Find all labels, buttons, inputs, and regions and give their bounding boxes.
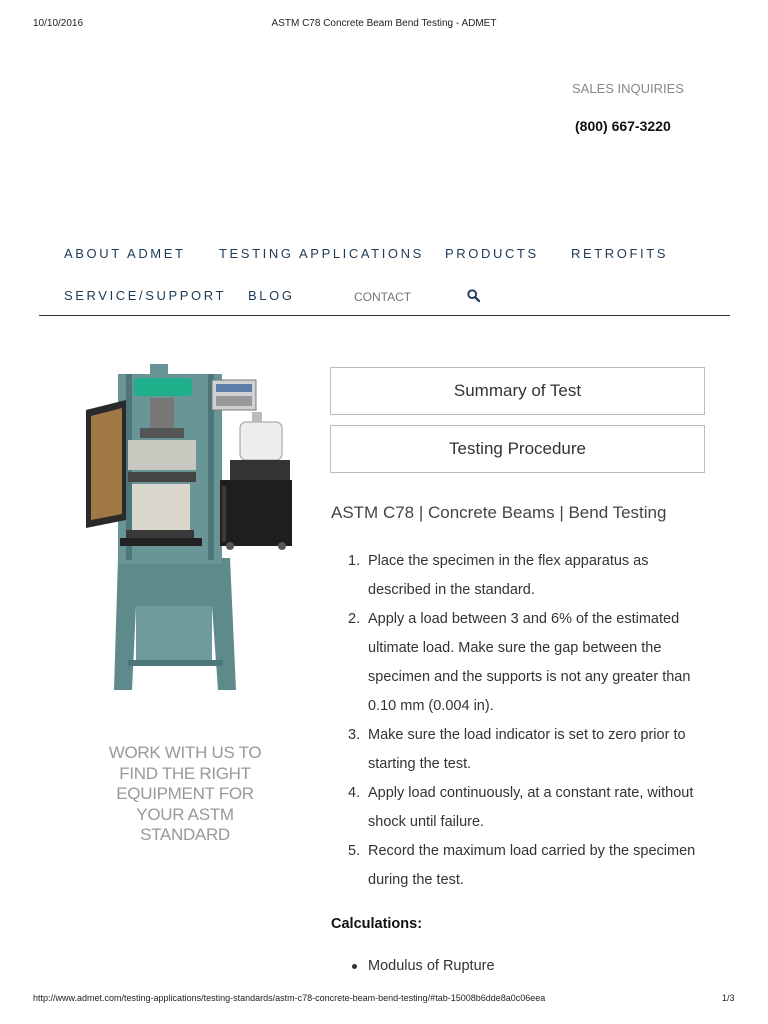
sales-inquiries-label: SALES INQUIRIES: [572, 81, 684, 96]
tab-testing-procedure[interactable]: Testing Procedure: [330, 425, 705, 473]
step-text: Apply a load between 3 and 6% of the estimated ultimate load. Make sure the gap between the specimen and the supports is not any greater than 0.10 mm (0.004 in).: [368, 611, 691, 714]
step-number: 3.: [348, 727, 361, 743]
sales-phone-link[interactable]: (800) 667-3220: [575, 118, 671, 134]
nav-about[interactable]: ABOUT ADMET: [64, 246, 186, 261]
nav-testing-applications[interactable]: TESTING APPLICATIONS: [219, 246, 424, 261]
print-page-number: 1/3: [722, 993, 735, 1003]
print-date: 10/10/2016: [33, 18, 84, 29]
nav-contact[interactable]: CONTACT: [354, 290, 412, 304]
step-text: Make sure the load indicator is set to zero prior to starting the test.: [368, 727, 686, 772]
step-number: 5.: [348, 843, 361, 859]
procedure-list: [348, 547, 708, 895]
step-text: Apply load continuously, at a constant rate, without shock until failure.: [368, 785, 694, 830]
list-item: [348, 779, 708, 837]
list-item: [348, 837, 708, 895]
list-item: [352, 958, 495, 974]
product-image: [80, 360, 300, 695]
step-text: Record the maximum load carried by the specimen during the test.: [368, 843, 696, 888]
calc-item-text: Modulus of Rupture: [368, 958, 495, 974]
calculations-list: [352, 958, 495, 974]
cta-text: WORK WITH US TO FIND THE RIGHT EQUIPMENT FOR YOUR ASTM STANDARD: [108, 743, 262, 844]
nav-products[interactable]: PRODUCTS: [445, 246, 539, 261]
section-heading: ASTM C78 | Concrete Beams | Bend Testing: [331, 503, 667, 522]
list-item: [348, 721, 708, 779]
step-number: 2.: [348, 611, 361, 627]
search-icon[interactable]: [467, 289, 480, 302]
step-number: 1.: [348, 553, 361, 569]
list-item: [348, 605, 708, 721]
print-url: http://www.admet.com/testing-applications/testing-standards/astm-c78-concrete-beam-bend-testing/#tab-15008b6dde8a0c06eea: [33, 993, 546, 1003]
bullet-icon: [352, 964, 357, 969]
calculations-label: Calculations:: [331, 916, 423, 932]
nav-blog[interactable]: BLOG: [248, 288, 295, 303]
list-item: [348, 547, 708, 605]
tab-summary-of-test[interactable]: Summary of Test: [330, 367, 705, 415]
nav-retrofits[interactable]: RETROFITS: [571, 246, 669, 261]
nav-divider: [39, 315, 730, 316]
nav-service-support[interactable]: SERVICE/SUPPORT: [64, 288, 227, 303]
print-title: ASTM C78 Concrete Beam Bend Testing - ADMET: [271, 18, 497, 29]
step-text: Place the specimen in the flex apparatus as described in the standard.: [368, 553, 649, 598]
step-number: 4.: [348, 785, 361, 801]
